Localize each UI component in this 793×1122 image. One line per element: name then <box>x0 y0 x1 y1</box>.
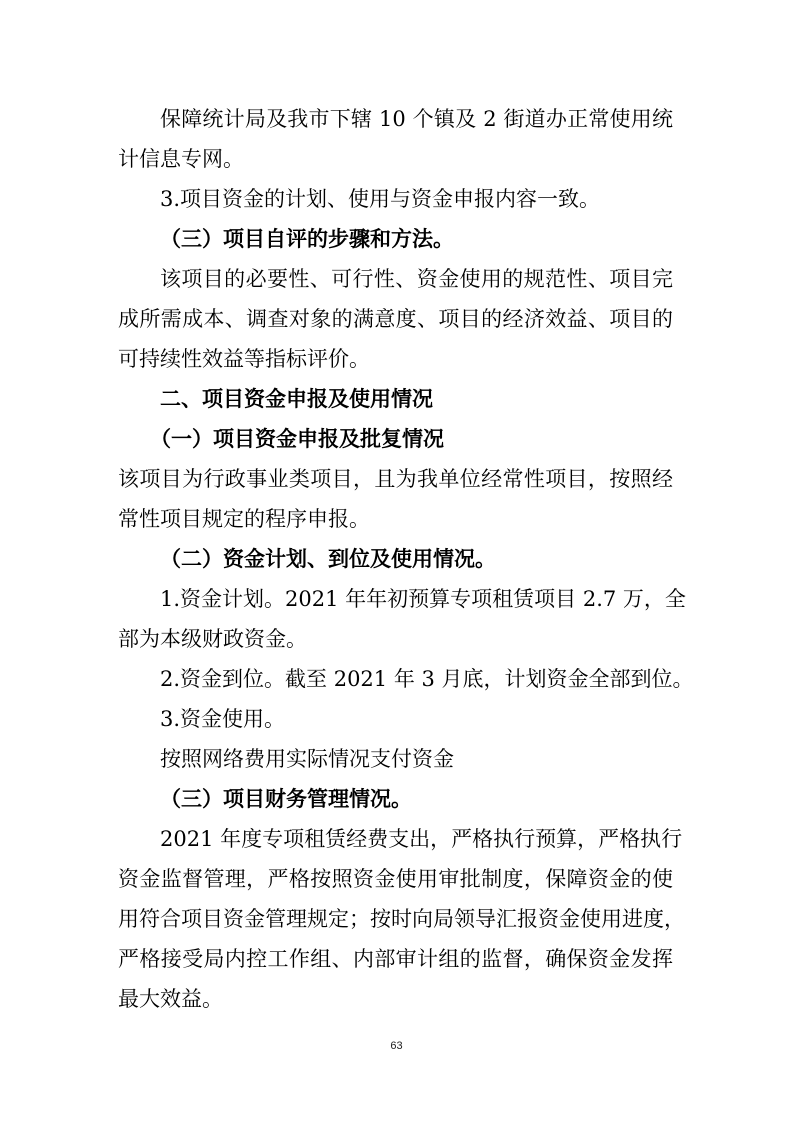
paragraph-line: 用符合项目资金管理规定；按时向局领导汇报资金使用进度， <box>118 907 685 931</box>
page-number: 63 <box>390 1040 403 1052</box>
paragraph-line: 部为本级财政资金。 <box>118 627 307 651</box>
paragraph-line: 最大效益。 <box>118 987 223 1011</box>
paragraph-line: 该项目为行政事业类项目，且为我单位经常性项目，按照经 <box>118 467 673 491</box>
paragraph-line: 严格接受局内控工作组、内部审计组的监督，确保资金发挥 <box>118 947 673 971</box>
section-heading: 二、项目资金申报及使用情况 <box>160 387 433 411</box>
paragraph-line: 1.资金计划。2021 年年初预算专项租赁项目 2.7 万，全 <box>160 587 686 611</box>
section-heading: （三）项目财务管理情况。 <box>160 787 412 811</box>
paragraph-line: 计信息专网。 <box>118 147 244 171</box>
section-heading: （一）项目资金申报及批复情况 <box>150 427 444 451</box>
paragraph-line: 该项目的必要性、可行性、资金使用的规范性、项目完 <box>160 267 673 291</box>
section-heading: （三）项目自评的步骤和方法。 <box>160 227 454 251</box>
paragraph-line: 成所需成本、调查对象的满意度、项目的经济效益、项目的 <box>118 307 673 331</box>
paragraph-line: 3.资金使用。 <box>160 707 286 731</box>
paragraph-line: 保障统计局及我市下辖 10 个镇及 2 街道办正常使用统 <box>160 107 673 131</box>
section-heading: （二）资金计划、到位及使用情况。 <box>160 547 496 571</box>
paragraph-line: 按照网络费用实际情况支付资金 <box>160 747 454 771</box>
paragraph-line: 资金监督管理，严格按照资金使用审批制度，保障资金的使 <box>118 867 673 891</box>
paragraph-line: 常性项目规定的程序申报。 <box>118 507 370 531</box>
paragraph-line: 可持续性效益等指标评价。 <box>118 347 370 371</box>
paragraph-line: 2.资金到位。截至 2021 年 3 月底，计划资金全部到位。 <box>160 667 694 691</box>
paragraph-line: 3.项目资金的计划、使用与资金申报内容一致。 <box>160 187 601 211</box>
paragraph-line: 2021 年度专项租赁经费支出，严格执行预算，严格执行 <box>160 827 683 851</box>
